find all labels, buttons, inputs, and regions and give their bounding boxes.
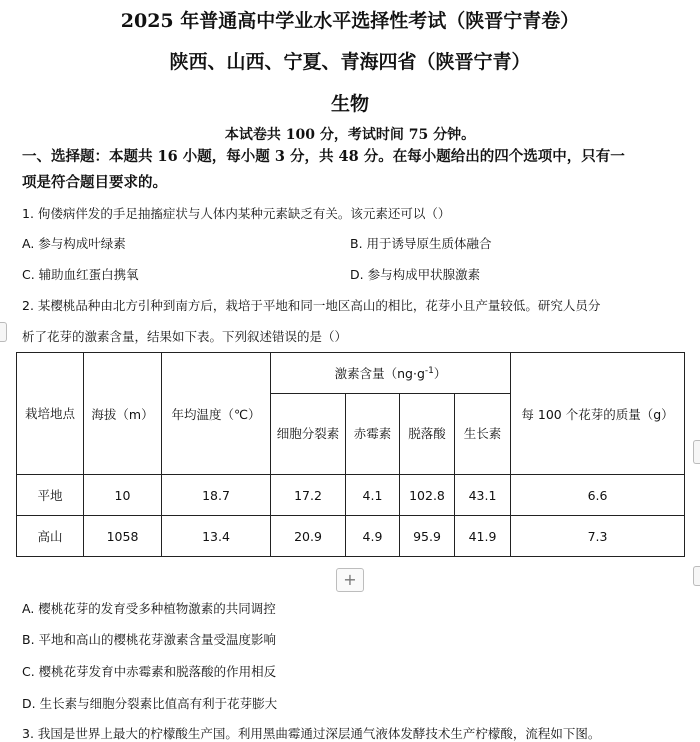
cell-bud-mass: 6.6 <box>511 475 685 516</box>
cell-cytokinin: 20.9 <box>271 516 346 557</box>
add-row-button[interactable]: + <box>336 568 364 592</box>
header-abscisic-acid: 脱落酸 <box>400 394 455 475</box>
section-heading-line1: 一、选择题：本题共 16 小题，每小题 3 分，共 48 分。在每小题给出的四个选项中，只有一 <box>22 148 625 165</box>
exam-title: 2025 年普通高中学业水平选择性考试（陕晋宁青卷） <box>120 10 580 32</box>
cell-gibberellin: 4.1 <box>346 475 400 516</box>
subject-title: 生物 <box>330 93 369 115</box>
cell-site: 平地 <box>17 475 84 516</box>
section-heading <box>22 144 682 196</box>
cell-abscisic-acid: 95.9 <box>400 516 455 557</box>
q1-option-b: B. 用于诱导原生质体融合 <box>350 236 492 251</box>
exam-note: 本试卷共 100 分，考试时间 75 分钟。 <box>224 127 476 143</box>
cell-altitude: 10 <box>84 475 162 516</box>
cell-cytokinin: 17.2 <box>271 475 346 516</box>
header-altitude: 海拔（m） <box>84 353 162 475</box>
cell-auxin: 43.1 <box>455 475 511 516</box>
header-bud-mass: 每 100 个花芽的质量（g） <box>511 353 685 475</box>
header-cytokinin: 细胞分裂素 <box>271 394 346 475</box>
cell-site: 高山 <box>17 516 84 557</box>
question-3-stem: 3. 我国是世界上最大的柠檬酸生产国。利用黑曲霉通过深层通气液体发酵技术生产柠檬酸，流程如下图。 <box>22 726 601 741</box>
table-row <box>17 516 685 557</box>
header-hormone-content: 激素含量$(ng\cdot g^{-1})$ <box>271 353 511 394</box>
q2-option-b: B. 平地和高山的樱桃花芽激素含量受温度影响 <box>22 632 277 647</box>
table-resize-handle-left[interactable] <box>0 322 7 342</box>
header-gibberellin: 赤霉素 <box>346 394 400 475</box>
cell-temperature: 18.7 <box>162 475 271 516</box>
q2-option-a: A. 樱桃花芽的发育受多种植物激素的共同调控 <box>22 601 276 616</box>
table-row <box>17 475 685 516</box>
cell-abscisic-acid: 102.8 <box>400 475 455 516</box>
cell-altitude: 1058 <box>84 516 162 557</box>
hormone-table <box>16 352 685 557</box>
header-site: 栽培地点 <box>17 353 84 475</box>
q2-option-c: C. 樱桃花芽发育中赤霉素和脱落酸的作用相反 <box>22 664 277 679</box>
table-resize-handle-right[interactable] <box>693 440 700 464</box>
table-resize-handle-right-lower[interactable] <box>693 566 700 586</box>
question-2-stem-line2: 析了花芽的激素含量，结果如下表。下列叙述错误的是（） <box>22 329 348 344</box>
cell-gibberellin: 4.9 <box>346 516 400 557</box>
header-auxin: 生长素 <box>455 394 511 475</box>
question-1-stem: 1. 佝偻病伴发的手足抽搐症状与人体内某种元素缺乏有关。该元素还可以（） <box>22 206 451 221</box>
cell-auxin: 41.9 <box>455 516 511 557</box>
q1-option-a: A. 参与构成叶绿素 <box>22 236 126 251</box>
q1-option-d: D. 参与构成甲状腺激素 <box>350 267 481 282</box>
cell-bud-mass: 7.3 <box>511 516 685 557</box>
q1-option-c: C. 辅助血红蛋白携氧 <box>22 267 139 282</box>
section-heading-line2: 项是符合题目要求的。 <box>22 174 167 191</box>
header-temperature: 年均温度（℃） <box>162 353 271 475</box>
question-2-stem-line1: 2. 某樱桃品种由北方引种到南方后，栽培于平地和同一地区高山的相比，花芽小且产量较低。研究人员分 <box>22 298 601 313</box>
cell-temperature: 13.4 <box>162 516 271 557</box>
provinces-title: 陕西、山西、宁夏、青海四省（陕晋宁青） <box>169 51 531 73</box>
q2-option-d: D. 生长素与细胞分裂素比值高有利于花芽膨大 <box>22 696 278 711</box>
